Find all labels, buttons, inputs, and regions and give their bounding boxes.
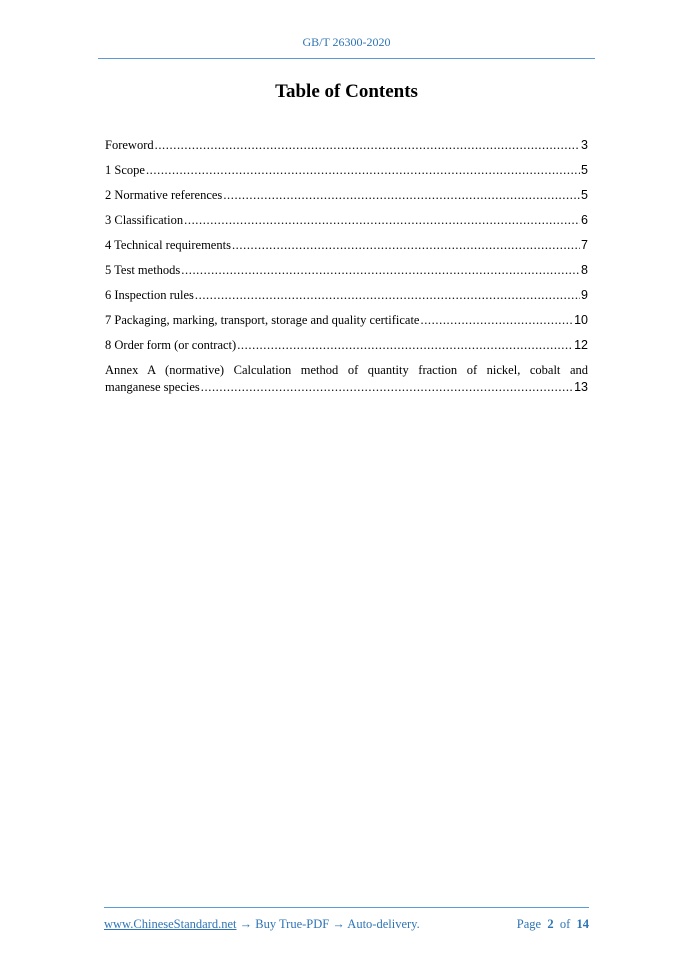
toc-entry-technical-requirements[interactable] — [105, 237, 588, 254]
toc-entry-page: 3 — [581, 138, 588, 152]
toc-entry-classification[interactable] — [105, 212, 588, 229]
toc-leader-dots — [195, 287, 580, 304]
toc-entry-page: 6 — [581, 213, 588, 227]
toc-entry-label: 1 Scope — [105, 163, 145, 177]
toc-entry-page: 10 — [574, 313, 588, 327]
toc-entry-foreword[interactable] — [105, 137, 588, 154]
toc-leader-dots — [201, 379, 573, 396]
toc-entry-label: 8 Order form (or contract) — [105, 338, 237, 352]
toc-entry-normative-references[interactable] — [105, 187, 588, 204]
website-link[interactable]: www.ChineseStandard.net — [104, 917, 237, 931]
toc-entry-scope[interactable] — [105, 162, 588, 179]
toc-entry-annex-a[interactable] — [105, 362, 588, 396]
page-title: Table of Contents — [275, 81, 418, 102]
toc-leader-dots — [184, 212, 580, 229]
toc-leader-dots — [223, 187, 580, 204]
toc-entry-page: 7 — [581, 238, 588, 252]
table-of-contents — [105, 137, 588, 404]
toc-leader-dots — [232, 237, 580, 254]
toc-entry-page: 13 — [574, 380, 588, 394]
footer-promo — [104, 917, 420, 932]
page-word: Page — [516, 917, 542, 931]
toc-entry-order-form[interactable] — [105, 337, 588, 354]
toc-entry-test-methods[interactable] — [105, 262, 588, 279]
document-id: GB/T 26300-2020 — [302, 35, 391, 49]
total-pages: 14 — [576, 917, 589, 931]
toc-entry-page: 8 — [581, 263, 588, 277]
toc-entry-packaging[interactable] — [105, 312, 588, 329]
footer-promo-text: → Buy True-PDF → Auto-delivery. — [236, 917, 420, 931]
toc-entry-label: 5 Test methods — [105, 263, 181, 277]
toc-entry-label: Foreword — [105, 138, 154, 152]
of-word: of — [559, 917, 571, 931]
toc-leader-dots — [420, 312, 573, 329]
page-number — [517, 917, 589, 932]
page-header — [98, 0, 595, 59]
toc-entry-page: 9 — [581, 288, 588, 302]
toc-entry-label: 4 Technical requirements — [105, 238, 231, 252]
toc-leader-dots — [181, 262, 580, 279]
toc-leader-dots — [237, 337, 573, 354]
toc-entry-label: manganese species — [105, 380, 200, 394]
page-footer — [104, 907, 589, 931]
toc-entry-label: 7 Packaging, marking, transport, storage and quality certificate — [105, 313, 420, 327]
toc-entry-page: 5 — [581, 188, 588, 202]
toc-entry-inspection-rules[interactable] — [105, 287, 588, 304]
toc-entry-label: 6 Inspection rules — [105, 288, 194, 302]
toc-entry-label: 2 Normative references — [105, 188, 223, 202]
current-page: 2 — [547, 917, 554, 931]
toc-leader-dots — [155, 137, 580, 154]
toc-entry-label: Annex A (normative) Calculation method of quantity fraction of nickel, cobalt and — [105, 363, 588, 377]
toc-entry-page: 5 — [581, 163, 588, 177]
toc-entry-label: 3 Classification — [105, 213, 184, 227]
toc-entry-page: 12 — [574, 338, 588, 352]
toc-entry-label-continued — [105, 379, 588, 396]
toc-leader-dots — [146, 162, 580, 179]
